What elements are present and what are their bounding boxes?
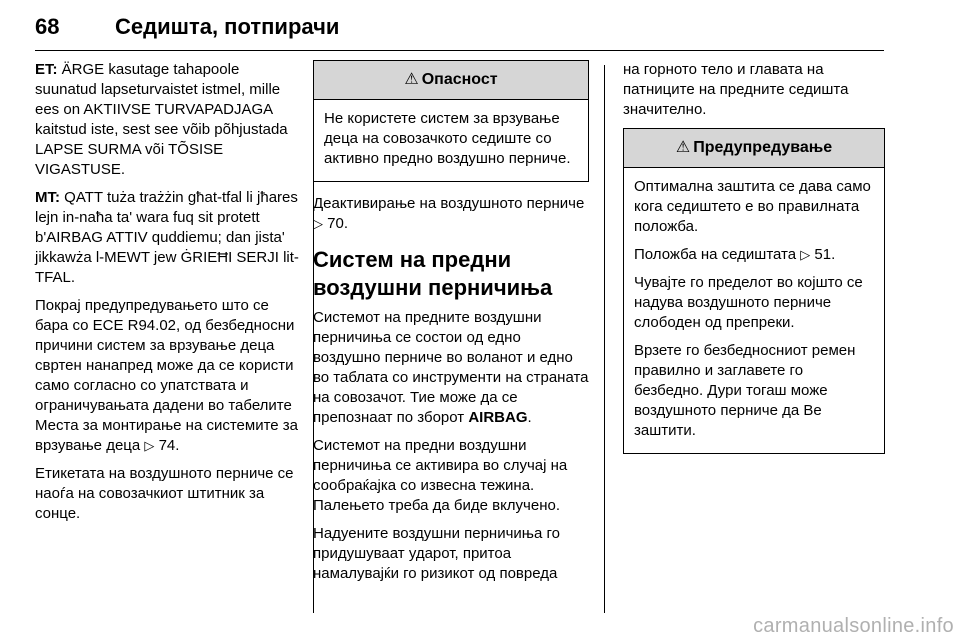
warning-triangle-icon: ⚠ <box>404 71 419 88</box>
warning-text-1: Оптимална заштита се дава само кога седиштето е во правилната положба. <box>634 178 871 235</box>
column-left <box>35 60 303 532</box>
ece-paragraph <box>35 296 303 456</box>
section-heading: Систем на предни воздушни перничиња <box>313 247 553 300</box>
deactivate-paragraph <box>313 194 589 234</box>
warning-triangle-icon: ⚠ <box>675 139 691 156</box>
airbag-system-text: Системот на предните воздушни перничиња се состои од едно воздушно перниче во воланот и едно во таблата со инструменти на страната на совозачот. Тие може да се препознаат по зборот <box>313 309 589 426</box>
mt-label: MT: <box>35 189 60 206</box>
column-right <box>623 60 885 454</box>
label-location-paragraph: Етикетата на воздушното перниче се наоѓа на совозачкиот штитник за сонце. <box>35 465 294 522</box>
activation-paragraph: Системот на предни воздушни перничиња се активира во случај на сообраќајка со извесна тежина. Палењето треба да биде вклучено. <box>313 437 568 514</box>
page-title: Седишта, потпирачи <box>115 14 340 39</box>
danger-box-header <box>314 61 588 100</box>
column-middle <box>313 60 589 592</box>
danger-title: Опасност <box>421 71 498 88</box>
warning-seat-position <box>634 245 874 265</box>
column-divider-2 <box>604 65 605 613</box>
page-ref-51[interactable]: 51. <box>814 246 836 263</box>
airbag-period: . <box>527 409 532 426</box>
warning-title: Предупредување <box>693 139 833 156</box>
page-reference-arrow-icon: ▷ <box>144 438 155 453</box>
warning-text-4: Врзете го безбедносниот ремен правилно и заглавете го безбедно. Дури тогаш може воздушното перниче да Ве заштити. <box>634 342 856 439</box>
page-ref-74[interactable]: 74. <box>158 437 180 454</box>
danger-box <box>313 60 589 182</box>
deactivate-text: Деактивирање на воздушното перниче <box>313 195 585 212</box>
watermark: carmanualsonline.info <box>753 615 954 637</box>
mt-text: QATT tuża trażżin għat-tfal li jħares lejn in-naħa ta' wara fuq sit protett b'AIRBAG ATTIV quddiemu; dan jista' jikkawża l-MEWT jew ĠRIEĦI SERJI lit-TFAL. <box>35 189 299 286</box>
page-reference-arrow-icon: ▷ <box>800 247 811 262</box>
ece-text: Покрај предупредувањето што се бара со ECE R94.02, од безбедносни причини систем за врзување деца свртен нанапред може да се користи само согласно со упатствата и ограничувањата дадени во табелите Места за монтирање на системите за врзување деца <box>35 297 299 454</box>
continuation-paragraph: на горното тело и главата на патниците на предните седишта значително. <box>623 61 849 118</box>
maltese-warning-paragraph <box>35 188 303 288</box>
danger-text: Не користете систем за врзување деца на совозачкото седиште со активно предно воздушно перниче. <box>324 110 571 167</box>
warning-box-body <box>624 168 884 453</box>
page-reference-arrow-icon: ▷ <box>313 216 323 231</box>
estonian-warning-paragraph <box>35 60 303 180</box>
page-header <box>35 14 884 44</box>
page-ref-70[interactable]: 70. <box>327 215 349 232</box>
airbag-system-paragraph <box>313 308 589 428</box>
et-label: ET: <box>35 61 58 78</box>
warning-box <box>623 128 885 454</box>
inflated-paragraph: Надуените воздушни перничиња го придушуваат ударот, притоа намалувајќи го ризикот од повреда <box>313 525 560 582</box>
et-text: ÄRGE kasutage tahapoole suunatud lapseturvaistet istmel, mille ees on AKTIIVSE TURVAPADJAGA kaitstud iste, sest see võib põhjustada LAPSE SURMA või TÕSISE VIGASTUSE. <box>35 61 288 178</box>
seat-position-text: Положба на седиштата <box>634 246 797 263</box>
warning-box-header <box>624 129 884 168</box>
warning-text-3: Чувајте го пределот во којшто се надува воздушното перниче слободен од препреки. <box>634 274 863 331</box>
page-number: 68 <box>35 14 60 39</box>
airbag-word: AIRBAG <box>468 409 528 426</box>
header-divider <box>35 50 884 51</box>
danger-box-body <box>314 100 588 181</box>
